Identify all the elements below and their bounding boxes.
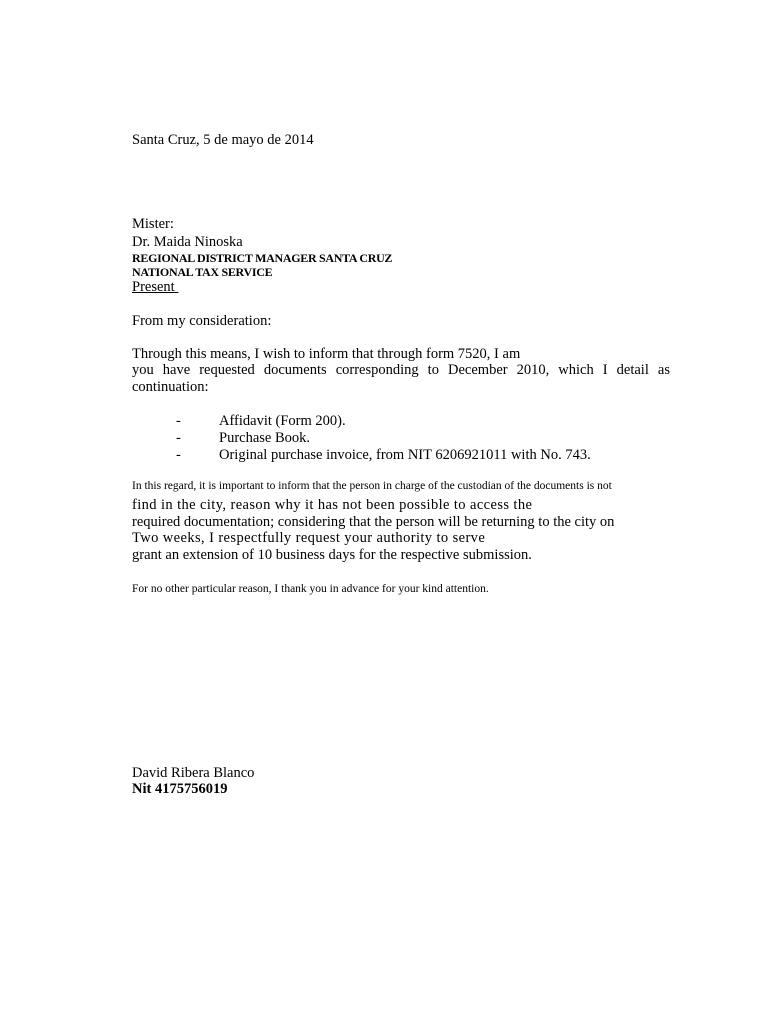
intro-line-3: continuation:	[132, 379, 209, 395]
regard-line-2: find in the city, reason why it has not been possible to access the	[132, 497, 533, 513]
greeting: From my consideration:	[132, 313, 272, 329]
regard-line-1: In this regard, it is important to inform that the person in charge of the custodian of the documents is not	[132, 480, 612, 492]
closing-line: For no other particular reason, I thank you in advance for your kind attention.	[132, 583, 489, 595]
list-item: Original purchase invoice, from NIT 6206921011 with No. 743.	[219, 447, 591, 463]
date-line: Santa Cruz, 5 de mayo de 2014	[132, 132, 314, 148]
list-item-dash: -	[176, 447, 181, 463]
recipient-present-text: Present	[132, 279, 175, 295]
list-item: Purchase Book.	[219, 430, 311, 446]
intro-line-2: you have requested documents corresponding to December 2010, which I detail as	[132, 362, 670, 378]
regard-line-3: required documentation; considering that the person will be returning to the city on	[132, 514, 615, 530]
regard-line-5: grant an extension of 10 business days for the respective submission.	[132, 547, 532, 563]
list-item-dash: -	[176, 413, 181, 429]
regard-line-4: Two weeks, I respectfully request your authority to serve	[132, 530, 486, 546]
recipient-present	[132, 279, 178, 296]
recipient-name: Dr. Maida Ninoska	[132, 234, 243, 250]
signature-name: David Ribera Blanco	[132, 765, 255, 781]
signature-nit: Nit 4175756019	[132, 781, 228, 797]
list-item: Affidavit (Form 200).	[219, 413, 346, 429]
recipient-salutation: Mister:	[132, 216, 174, 232]
recipient-organization: NATIONAL TAX SERVICE	[132, 265, 273, 279]
list-item-dash: -	[176, 430, 181, 446]
intro-line-1: Through this means, I wish to inform that through form 7520, I am	[132, 346, 521, 362]
recipient-title: REGIONAL DISTRICT MANAGER SANTA CRUZ	[132, 251, 393, 265]
